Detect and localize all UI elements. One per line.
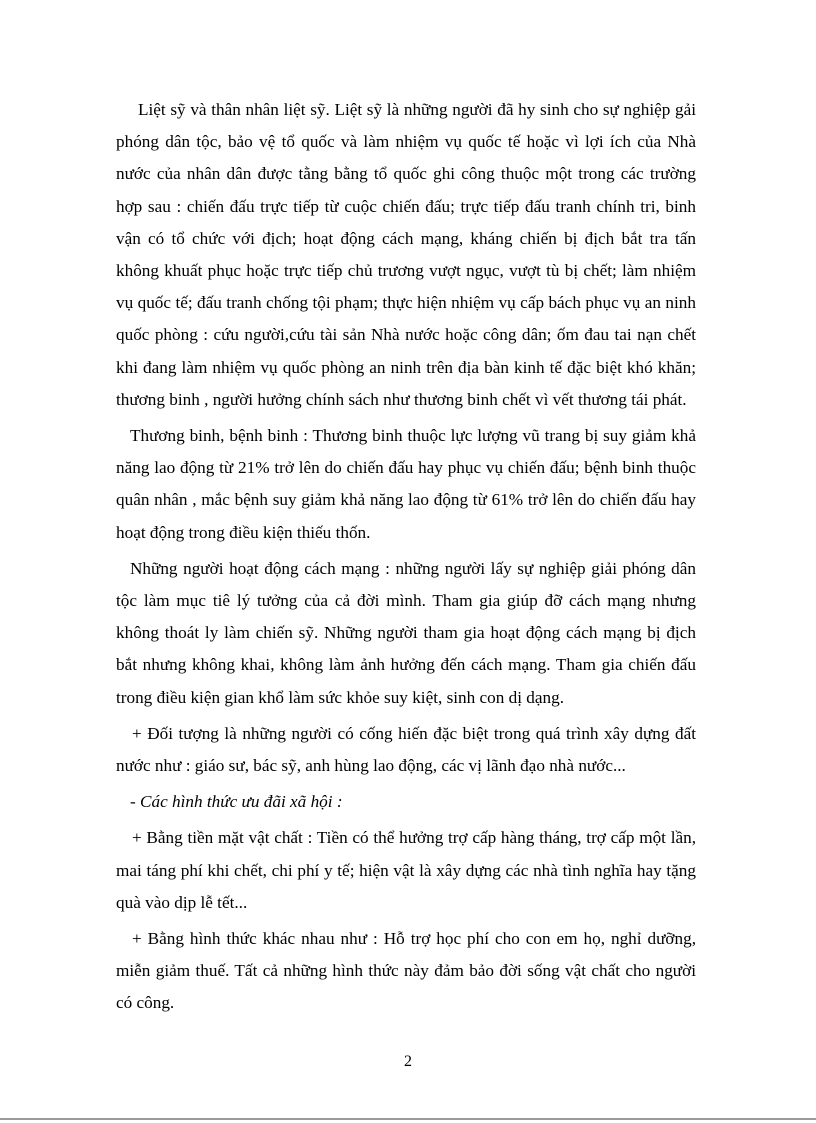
paragraph-thuong-binh: Thương binh, bệnh binh : Thương binh thuộc lực lượng vũ trang bị suy giảm khả năng lao động từ 21% trở lên do chiến đấu hay phục vụ chiến đấu; bệnh binh thuộc quân nhân , mắc bệnh suy giảm khả năng lao động từ 61% trở lên do chiến đấu hay hoạt động trong điều kiện thiếu thốn. [116,426,696,542]
paragraph-tien-mat-vat-chat: + Bằng tiền mặt vật chất : Tiền có thể hưởng trợ cấp hàng tháng, trợ cấp một lần, mai táng phí khi chết, chi phí y tế; hiện vật là xây dựng các nhà tình nghĩa hay tặng quà vào dịp lễ tết... [116,828,696,912]
page-number: 2 [404,1053,412,1070]
document-body [116,94,696,1024]
paragraph-hoat-dong-cach-mang: Những người hoạt động cách mạng : những người lấy sự nghiệp giải phóng dân tộc làm mục tiê lý tưởng của cả đời mình. Tham gia giúp đỡ cách mạng nhưng không thoát ly làm chiến sỹ. Những người tham gia hoạt động cách mạng bị địch bắt nhưng không khai, không làm ảnh hưởng đến cách mạng. Tham gia chiến đấu trong điều kiện gian khổ làm sức khỏe suy kiệt, sinh con dị dạng. [116,558,696,707]
paragraph-liet-sy: Liệt sỹ và thân nhân liệt sỹ. Liệt sỹ là những người đã hy sinh cho sự nghiệp gải phóng dân tộc, bảo vệ tổ quốc và làm nhiệm vụ quốc tế hoặc vì lợi ích của Nhà nước của nhân dân được tằng bằng tổ quốc ghi công thuộc một trong các trường hợp sau : chiến đấu trực tiếp từ cuộc chiến đấu; trực tiếp đấu tranh chính tri, binh vận có tổ chức với địch; hoạt động cách mạng, kháng chiến bị địch bắt tra tấn không khuất phục hoặc trực tiếp chủ trương vượt ngục, vượt tù bị chết; làm nhiệm vụ quốc tế; đấu tranh chống tội phạm; thực hiện nhiệm vụ cấp bách phục vụ an ninh quốc phòng : cứu người,cứu tài sản Nhà nước hoặc công dân; ốm đau tai nạn chết khi đang làm nhiệm vụ quốc phòng an ninh trên địa bàn kinh tế đặc biệt khó khăn; thương binh , người hưởng chính sách như thương binh chết vì vết thương tái phát. [116,100,696,409]
page-bottom-divider [0,1118,816,1120]
paragraph-hinh-thuc-khac: + Bằng hình thức khác nhau như : Hỗ trợ học phí cho con em họ, nghỉ dưỡng, miễn giảm thuế. Tất cả những hình thức này đảm bảo đời sống vật chất cho người có công. [116,929,696,1013]
section-heading-hinh-thuc-uu-dai: - Các hình thức ưu đãi xã hội : [130,792,343,812]
paragraph-cong-hien-dac-biet: + Đối tượng là những người có cống hiến đặc biệt trong quá trình xây dựng đất nước như : giáo sư, bác sỹ, anh hùng lao động, các vị lãnh đạo nhà nước... [116,723,696,776]
